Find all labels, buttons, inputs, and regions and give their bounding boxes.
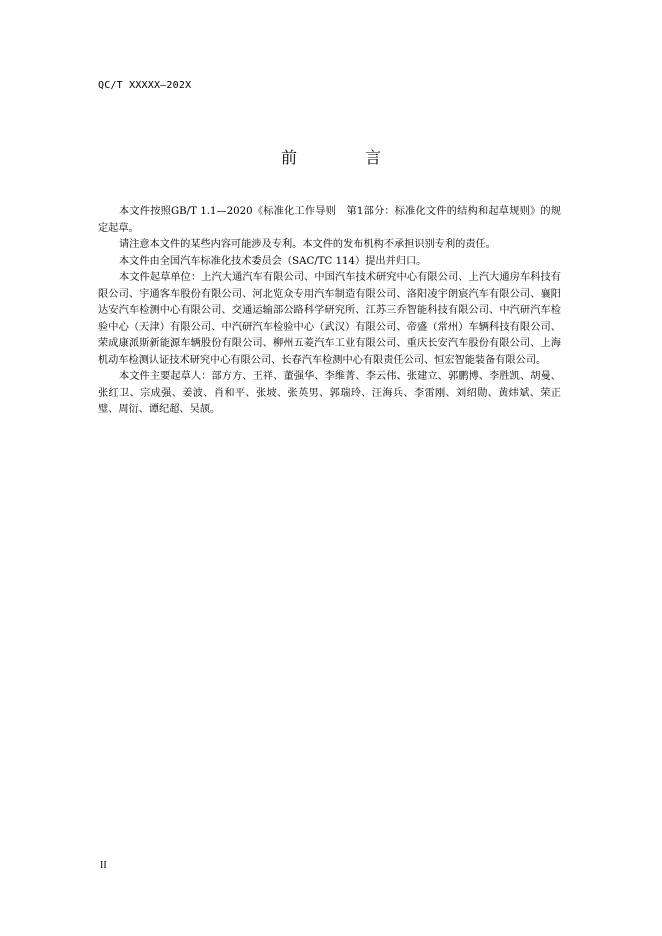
paragraph-patent-notice: 请注意本文件的某些内容可能涉及专利。本文件的发布机构不承担识别专利的责任。	[119, 239, 496, 250]
page-number: II	[100, 860, 107, 871]
paragraph-drafters: 本文件主要起草人：部方方、王祥、董强华、李维菁、李云伟、张建立、郭鹏博、李胜凯、胡曼、张红卫、宗成强、姜波、肖和平、张坡、张英男、郭瑞玲、汪海兵、李雷刚、刘绍勋、黄炜斌、荣正璧、周衍、谭纪超、吴颉。	[98, 371, 561, 415]
paragraph-proposing-committee: 本文件由全国汽车标准化技术委员会（SAC/TC 114）提出并归口。	[119, 255, 427, 267]
standard-code-header: QC/T XXXXX—202X	[98, 80, 192, 91]
page-title: 前 言	[280, 148, 407, 167]
paragraph-drafting-organizations: 本文件起草单位：上汽大通汽车有限公司、中国汽车技术研究中心有限公司、上汽大通房车科技有限公司、宇通客车股份有限公司、河北览众专用汽车制造有限公司、洛阳凌宇朗宸汽车有限公司、襄阳达安汽车检测中心有限公司、交通运输部公路科学研究所、江苏三乔智能科技有限公司、中汽研汽车检验中心（天津）有限公司、中汽研汽车检验中心（武汉）有限公司、帝盛（常州）车辆科技有限公司、荣成康派斯新能源车辆股份有限公司、柳州五菱汽车工业有限公司、重庆长安汽车股份有限公司、上海机动车检测认证技术研究中心有限公司、长春汽车检测中心有限责任公司、恒宏智能装备有限公司。	[98, 272, 561, 366]
foreword-body	[98, 204, 561, 419]
paragraph-drafting-rules: 本文件按照GB/T 1.1—2020《标准化工作导则 第1部分：标准化文件的结构和起草规则》的规定起草。	[98, 206, 561, 234]
